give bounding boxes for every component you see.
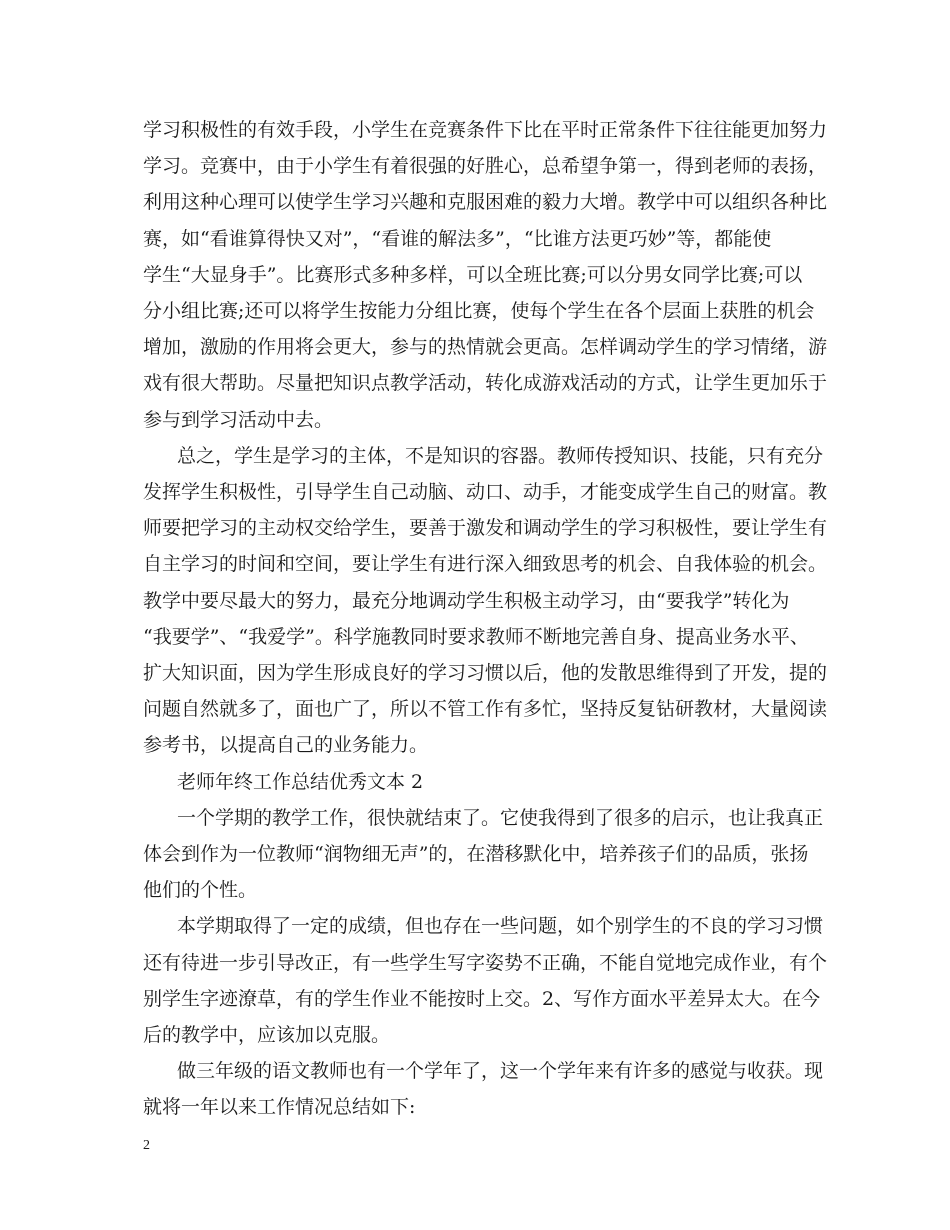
text-line: 发挥学生积极性，引导学生自己动脑、动口、动手，才能变成学生自己的财富。教 <box>143 481 828 504</box>
text-line: “我要学”、“我爱学”。科学施教同时要求教师不断地完善自身、提高业务水平、 <box>143 625 809 648</box>
text-line: 参考书，以提高自己的业务能力。 <box>143 734 429 757</box>
text-line: 自主学习的时间和空间，要让学生有进行深入细致思考的机会、自我体验的机会。 <box>143 553 828 576</box>
text-line: 他们的个性。 <box>143 879 258 902</box>
text-line: 赛，如“看谁算得快又对”，“看谁的解法多”，“比谁方法更巧妙”等，都能使 <box>143 227 772 250</box>
text-line: 就将一年以来工作情况总结如下: <box>143 1096 416 1119</box>
text-line: 学习。竞赛中，由于小学生有着很强的好胜心，总希望争第一，得到老师的表扬， <box>143 155 828 178</box>
text-line: 还有待进一步引导改正，有一些学生写字姿势不正确，不能自觉地完成作业，有个 <box>143 951 828 974</box>
document-body <box>143 112 828 1126</box>
text-line: 总之，学生是学习的主体，不是知识的容器。教师传授知识、技能，只有充分 <box>177 444 824 467</box>
text-line: 戏有很大帮助。尽量把知识点教学活动，转化成游戏活动的方式，让学生更加乐于 <box>143 372 828 395</box>
text-line: 一个学期的教学工作，很快就结束了。它使我得到了很多的启示，也让我真正 <box>177 806 824 829</box>
text-line: 老师年终工作总结优秀文本 2 <box>177 770 424 793</box>
text-line: 师要把学习的主动权交给学生，要善于激发和调动学生的学习积极性，要让学生有 <box>143 517 828 540</box>
text-line: 做三年级的语文教师也有一个学年了，这一个学年来有许多的感觉与收获。现 <box>177 1060 824 1083</box>
text-line: 本学期取得了一定的成绩，但也存在一些问题，如个别学生的不良的学习习惯 <box>177 915 824 938</box>
text-line: 体会到作为一位教师“润物细无声”的，在潜移默化中，培养孩子们的品质，张扬 <box>143 843 809 866</box>
text-line: 利用这种心理可以使学生学习兴趣和克服困难的毅力大增。教学中可以组织各种比 <box>143 191 828 214</box>
text-line: 学生“大显身手”。比赛形式多种多样，可以全班比赛;可以分男女同学比赛;可以 <box>143 263 803 286</box>
page-number: 2 <box>143 1138 150 1153</box>
text-line: 后的教学中，应该加以克服。 <box>143 1024 391 1047</box>
text-line: 问题自然就多了，面也广了，所以不管工作有多忙，坚持反复钻研教材，大量阅读 <box>143 698 828 721</box>
text-line: 学习积极性的有效手段，小学生在竞赛条件下比在平时正常条件下往往能更加努力 <box>143 119 828 141</box>
text-line: 教学中要尽最大的努力，最充分地调动学生积极主动学习，由“要我学”转化为 <box>143 589 790 612</box>
text-line: 增加，激励的作用将会更大，参与的热情就会更高。怎样调动学生的学习情绪，游 <box>143 336 828 359</box>
text-line: 别学生字迹潦草，有的学生作业不能按时上交。2、写作方面水平差异太大。在今 <box>143 987 821 1010</box>
text-line: 扩大知识面，因为学生形成良好的学习习惯以后，他的发散思维得到了开发，提的 <box>143 662 828 685</box>
text-line: 参与到学习活动中去。 <box>143 408 334 431</box>
text-line: 分小组比赛;还可以将学生按能力分组比赛，使每个学生在各个层面上获胜的机会 <box>143 300 815 323</box>
